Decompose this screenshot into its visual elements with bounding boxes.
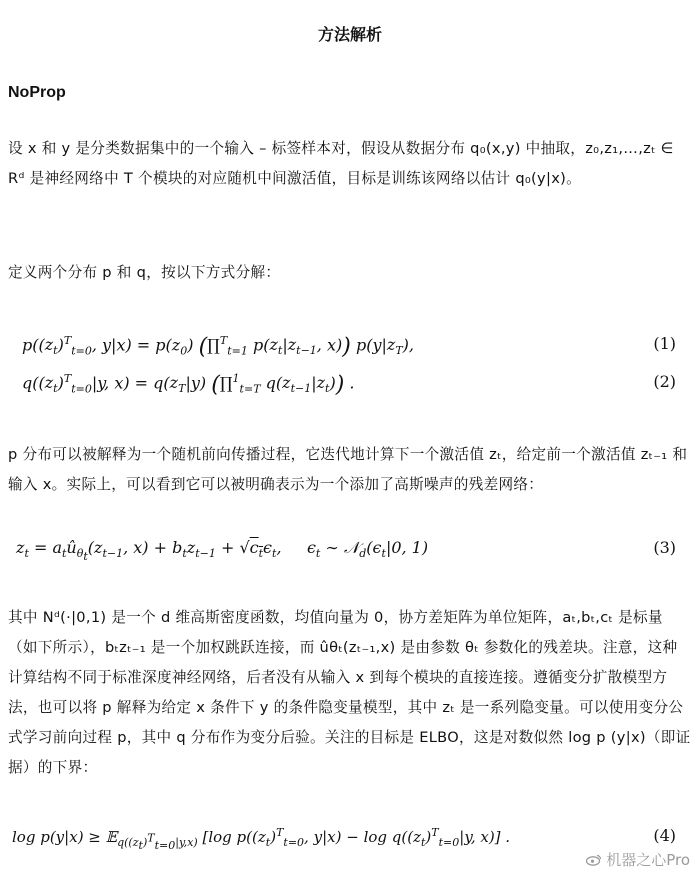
weibo-logo-icon [586,854,602,866]
watermark-text: 机器之心Pro [606,851,690,869]
equation-2 [0,372,700,402]
equation-3 [0,538,700,568]
equation-4-number: (4) [653,826,676,845]
section-heading: NoProp [8,84,66,101]
equation-3-formula: $z_t$ = $a_tû_{\theta t}(z_{t-1}$, $x) + b_tz_{t-1} + √c_t\epsilon_t$, $\epsilon_t$ ∼ $𝒩_d(\epsilon_t|0$, 1) [16,538,429,564]
paragraph-explanation: 其中 Nᵈ(·|0,1) 是一个 d 维高斯密度函数，均值向量为 0，协方差矩阵为单位矩阵，aₜ,bₜ,cₜ 是标量（如下所示），bₜzₜ₋₁ 是一个加权跳跃连接，而 ûθₜ(zₜ₋₁,x) 是由参数 θₜ 参数化的残差块。注意，这种计算结构不同于标准深度神经网络，后者没有从输入 x 到每个模块的直接连接。遵循变分扩散模型方法，也可以将 p 解释为给定 x 条件下 y 的条件隐变量模型，其中 zₜ 是一系列隐变量。可以使用变分公式学习前向过程 p，其中 q 分布作为变分后验。关注的目标是 ELBO，这是对数似然 log p (y|x)（即证据）的下界： [8,609,691,776]
equation-1-formula: $p((z_t)^T_{t=0}$, $y|x) = p(z_0)$ (∏$^T_{t=1}$ $p(z_t|z_{t-1}$, x)) $p(y|z_T)$, [22,334,414,360]
equation-3-number: (3) [653,538,676,557]
equation-2-formula: $q((z_t)^T_{t=0}|y$, $x) = q(z_T|y)$ (∏$^1_{t=T}$ $q(z_{t-1}|z_t)$) . [22,372,355,398]
equation-2-number: (2) [653,372,676,391]
equation-1-number: (1) [653,334,676,353]
page-title: 方法解析 [317,25,382,44]
equation-1 [0,334,700,364]
paragraph-intro: 设 x 和 y 是分类数据集中的一个输入 – 标签样本对，假设从数据分布 q₀(x,y) 中抽取，z₀,z₁,…,zₜ ∈ Rᵈ 是神经网络中 T 个模块的对应随机中间激活值，目标是训练该网络以估计 q₀(y|x)。 [8,140,674,187]
equation-4-formula: log p(y|x) ≥ 𝔼$_{q((zt)Tt=0|y,x)}$ [log $p((z_t)^T_{t=0}$, $y|x) - \log q((z_t)^T_{t=0}|y$, x)] . [12,826,511,853]
paragraph-define: 定义两个分布 p 和 q，按以下方式分解： [8,264,281,281]
watermark [586,849,690,870]
paragraph-forward: p 分布可以被解释为一个随机前向传播过程，它迭代地计算下一个激活值 zₜ，给定前一个激活值 zₜ₋₁ 和输入 x。实际上，可以看到它可以被明确表示为一个添加了高斯噪声的残差网络： [8,446,688,493]
